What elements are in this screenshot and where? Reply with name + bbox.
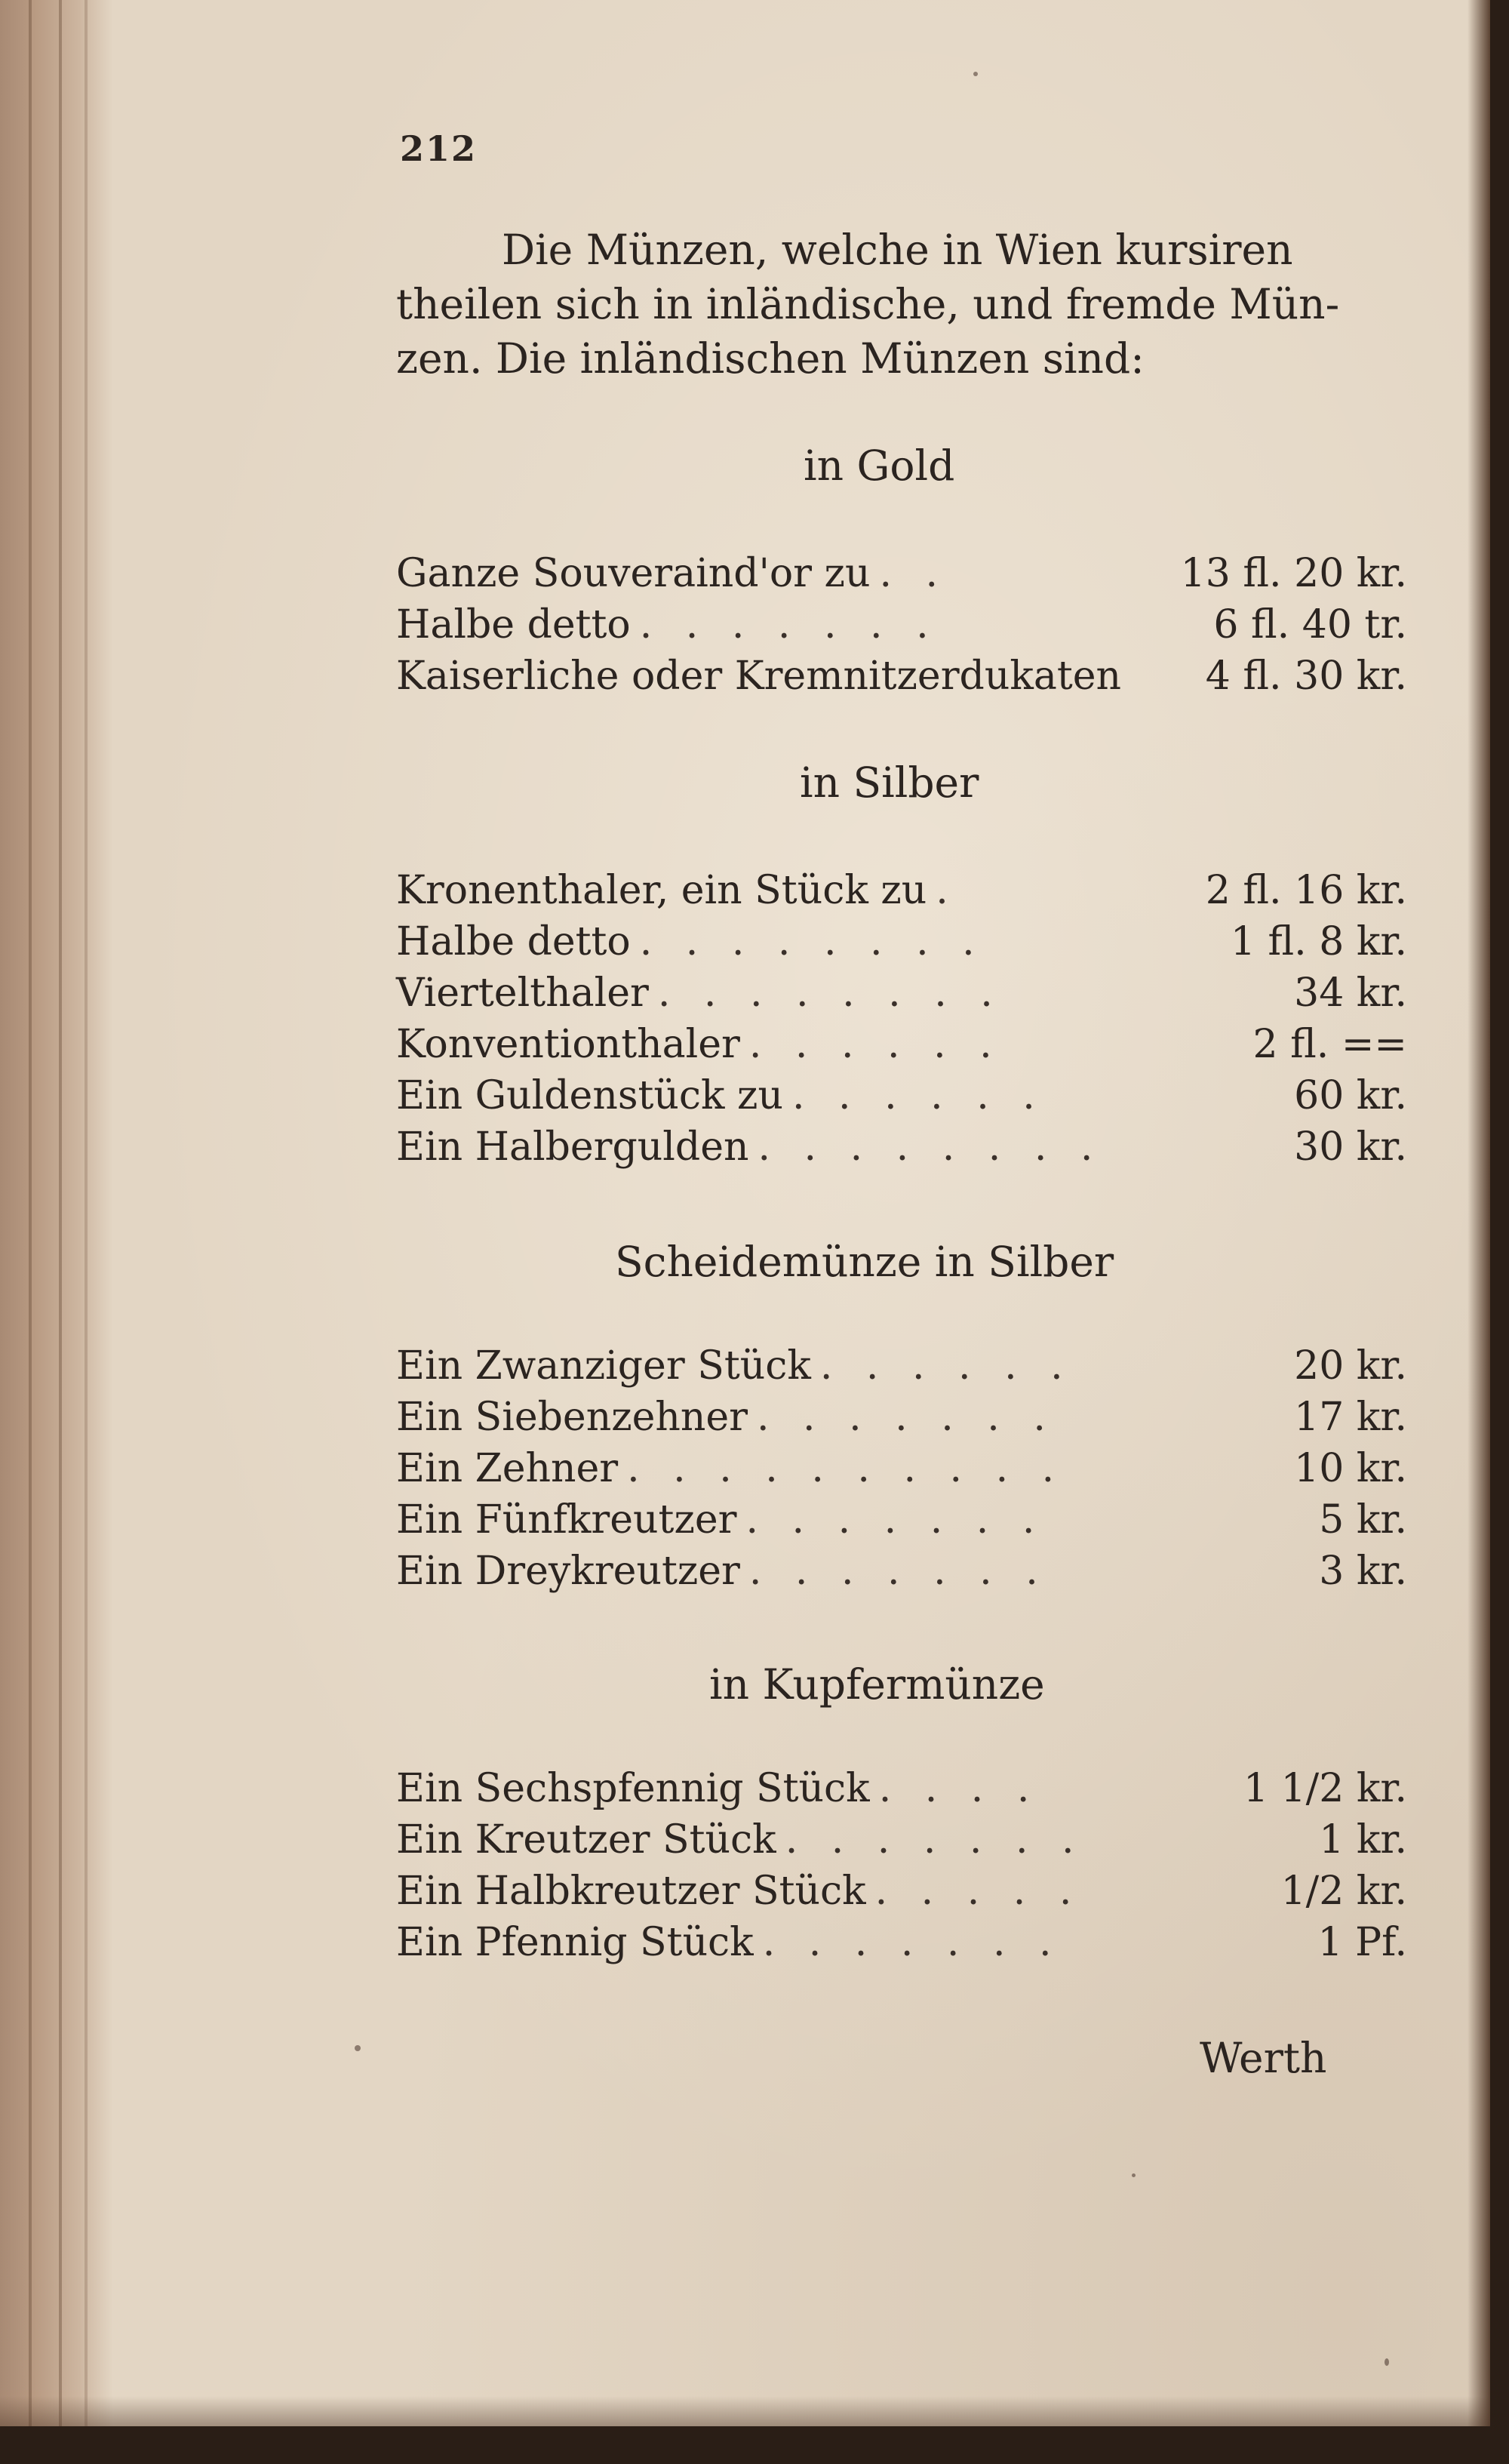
coin-name: Ein Halbkreutzer Stück [396, 1869, 866, 1914]
leader-dots: . . . . . . . . [639, 919, 985, 964]
coin-value: 1 kr. [1319, 1817, 1407, 1863]
section-heading-gold: in Gold [804, 441, 955, 490]
coin-value: 34 kr. [1294, 971, 1407, 1016]
coin-row [396, 602, 1407, 654]
coin-row [396, 551, 1407, 602]
coin-value: 1/2 kr. [1280, 1869, 1407, 1914]
page-edge-line [29, 0, 32, 2426]
coin-name: Ein Fünfkreutzer [396, 1497, 737, 1543]
coin-name: Halbe detto [396, 602, 631, 648]
coin-row [396, 1549, 1407, 1600]
page-right-edge [1468, 0, 1490, 2426]
coin-row [396, 654, 1407, 705]
coin-value: 1 Pf. [1317, 1920, 1407, 1965]
coin-value: 6 fl. 40 tr. [1213, 602, 1407, 648]
paper-speck [355, 2045, 361, 2051]
section-heading-scheidemuenze: Scheidemünze in Silber [615, 1238, 1114, 1286]
coin-row [396, 1395, 1407, 1446]
coin-name: Ein Dreykreutzer [396, 1549, 740, 1594]
coin-row [396, 1446, 1407, 1497]
leader-dots: . . . . . . . [756, 1395, 1056, 1440]
coin-value: 2 fl. 16 kr. [1205, 868, 1407, 913]
coin-value: 60 kr. [1294, 1073, 1407, 1118]
intro-paragraph [396, 223, 1407, 386]
coin-name: Konventionthaler [396, 1022, 740, 1067]
coin-list-kupfermuenze [396, 1766, 1407, 1971]
coin-value: 5 kr. [1319, 1497, 1407, 1543]
page-binding-edge [0, 0, 113, 2426]
coin-row [396, 1073, 1407, 1124]
coin-row [396, 1497, 1407, 1549]
coin-name: Ein Sechspfennig Stück [396, 1766, 870, 1811]
coin-name: Viertelthaler [396, 971, 649, 1016]
coin-row [396, 919, 1407, 971]
page-number: 212 [400, 128, 478, 169]
coin-name: Ein Zwanziger Stück [396, 1343, 811, 1389]
coin-value: 13 fl. 20 kr. [1180, 551, 1407, 596]
catchword: Werth [1200, 2034, 1327, 2082]
coin-value: 2 fl. == [1252, 1022, 1407, 1067]
page-edge-line [59, 0, 62, 2426]
section-heading-kupfermuenze: in Kupfermünze [709, 1660, 1045, 1709]
coin-value: 3 kr. [1319, 1549, 1407, 1594]
leader-dots: . . . . . . . [762, 1920, 1062, 1965]
coin-value: 10 kr. [1294, 1446, 1407, 1491]
leader-dots: . . . . . . [748, 1022, 1003, 1067]
leader-dots: . . . . . . . [748, 1549, 1049, 1594]
coin-name: Ein Zehner [396, 1446, 619, 1491]
coin-list-silber [396, 868, 1407, 1176]
coin-row [396, 1766, 1407, 1817]
section-heading-silber: in Silber [800, 758, 979, 807]
coin-row [396, 1817, 1407, 1869]
coin-name: Ganze Souveraind'or zu [396, 551, 871, 596]
intro-line: theilen sich in inländische, und fremde Mün- [396, 280, 1340, 328]
leader-dots: . . . . . . . . [758, 1124, 1104, 1170]
coin-value: 1 fl. 8 kr. [1230, 919, 1407, 964]
coin-value: 30 kr. [1294, 1124, 1407, 1170]
leader-dots: . . . . . . . [745, 1497, 1046, 1543]
leader-dots: . . . . . . . [639, 602, 939, 648]
leader-dots: . . . . . . [791, 1073, 1046, 1118]
coin-value: 17 kr. [1294, 1395, 1407, 1440]
coin-row [396, 1343, 1407, 1395]
coin-name: Kaiserliche oder Kremnitzerdukaten [396, 654, 1122, 699]
intro-line: zen. Die inländischen Münzen sind: [396, 334, 1145, 383]
leader-dots: . . . . . [874, 1869, 1083, 1914]
coin-value: 20 kr. [1294, 1343, 1407, 1389]
coin-list-scheidemuenze [396, 1343, 1407, 1600]
leader-dots: . . . . . . . . [657, 971, 1003, 1016]
leader-dots: . . . . [878, 1766, 1040, 1811]
coin-name: Kronenthaler, ein Stück zu [396, 868, 927, 913]
coin-list-gold [396, 551, 1407, 705]
coin-row [396, 1920, 1407, 1971]
intro-line: Die Münzen, welche in Wien kursiren [502, 226, 1293, 274]
paper-speck [1385, 2358, 1389, 2366]
coin-name: Ein Siebenzehner [396, 1395, 748, 1440]
coin-value: 1 1/2 kr. [1243, 1766, 1407, 1811]
coin-name: Halbe detto [396, 919, 631, 964]
coin-name: Ein Halbergulden [396, 1124, 749, 1170]
coin-row [396, 868, 1407, 919]
leader-dots: . . [879, 551, 949, 596]
page-bottom-shadow [0, 2396, 1490, 2426]
page-edge-line [85, 0, 88, 2426]
coin-row [396, 1124, 1407, 1176]
coin-row [396, 971, 1407, 1022]
paper-speck [1132, 2173, 1136, 2177]
coin-name: Ein Pfennig Stück [396, 1920, 754, 1965]
coin-row [396, 1869, 1407, 1920]
coin-row [396, 1022, 1407, 1073]
coin-name: Ein Guldenstück zu [396, 1073, 783, 1118]
coin-name: Ein Kreutzer Stück [396, 1817, 776, 1863]
leader-dots: . . . . . . . . . . [627, 1446, 1065, 1491]
leader-dots: . . . . . . . [785, 1817, 1085, 1863]
paper-speck [973, 72, 978, 76]
coin-value: 4 fl. 30 kr. [1205, 654, 1407, 699]
leader-dots: . . . . . . [819, 1343, 1074, 1389]
leader-dots: . [936, 868, 959, 913]
